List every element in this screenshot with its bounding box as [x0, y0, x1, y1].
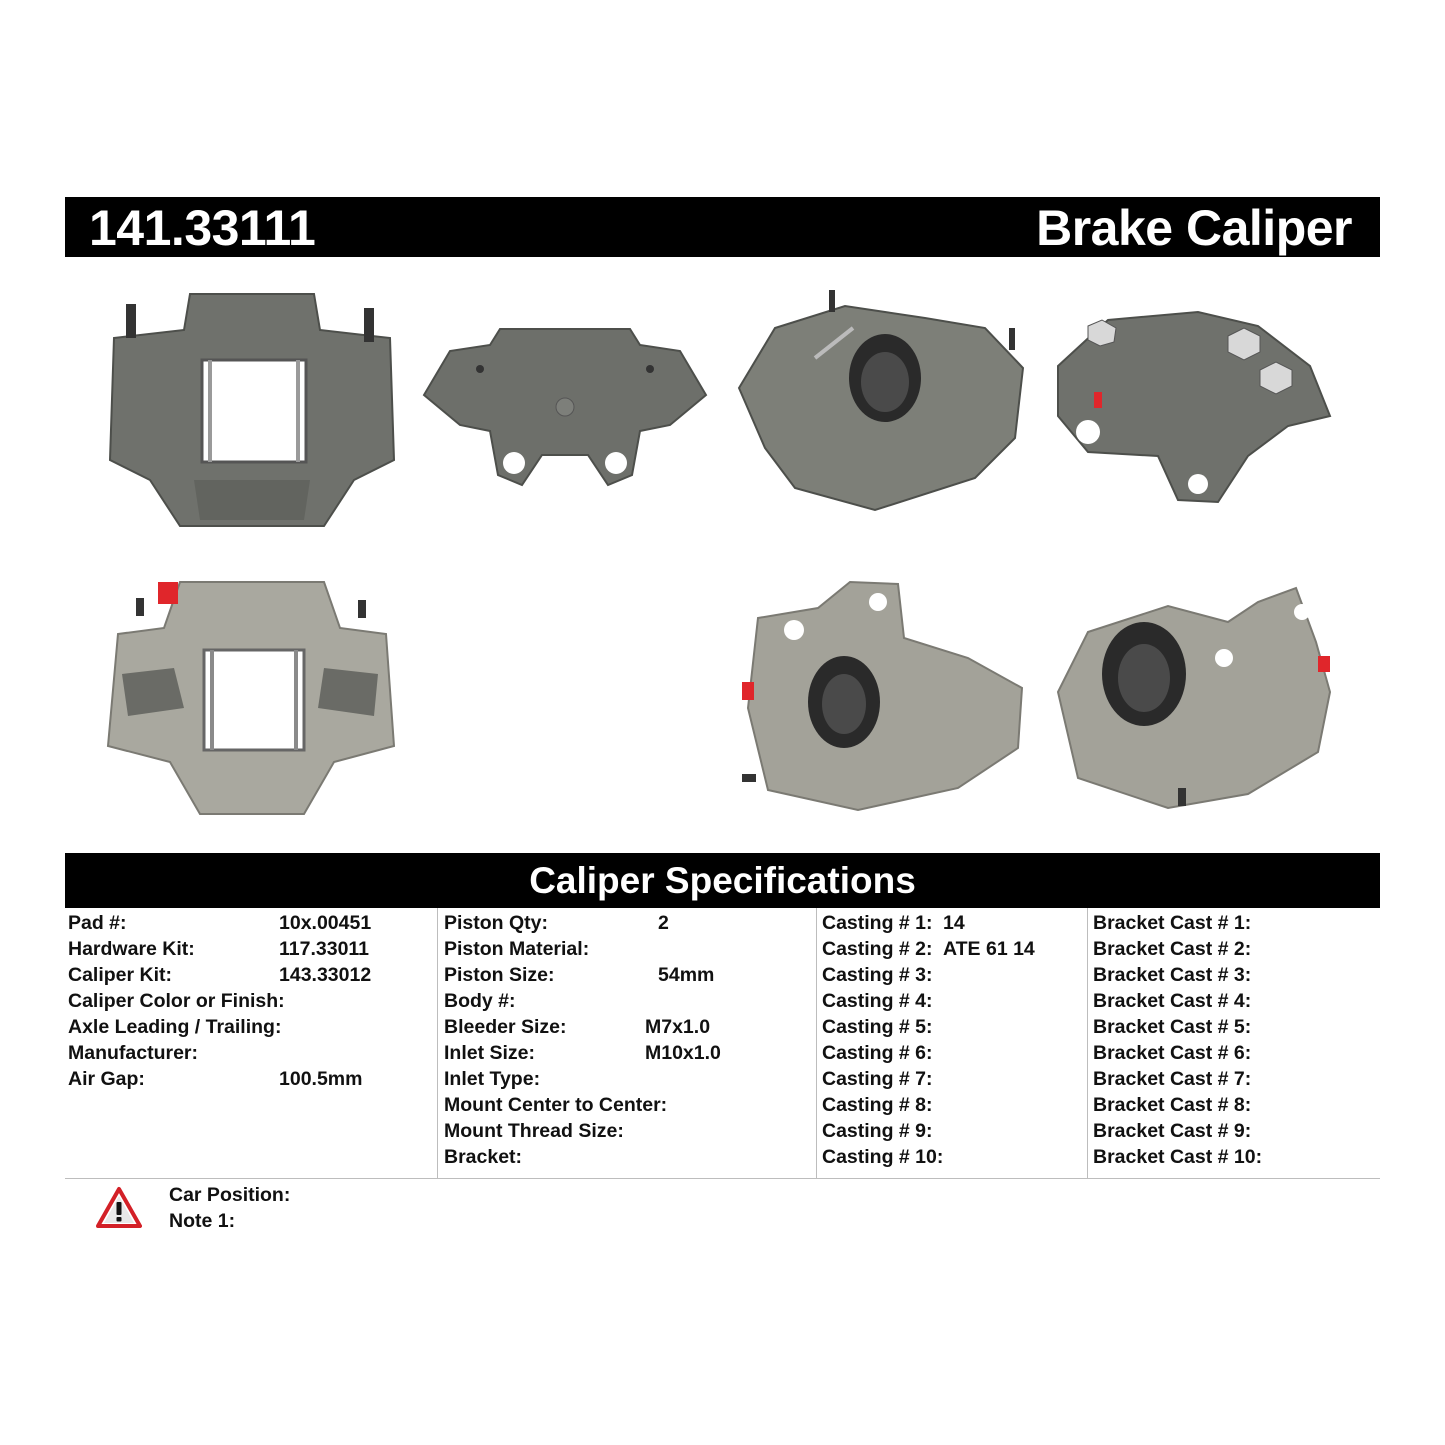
spec-value: 2 [658, 912, 669, 934]
notes-section [169, 1182, 290, 1234]
product-type: Brake Caliper [1036, 200, 1352, 256]
specs-column-general [68, 908, 436, 1178]
caliper-angle-view-2 [738, 578, 1028, 818]
spec-label: Piston Size: [444, 964, 555, 986]
spec-label: Mount Center to Center: [444, 1094, 668, 1116]
spec-label: Bracket Cast # 3: [1093, 964, 1252, 986]
spec-label: Inlet Size: [444, 1042, 536, 1064]
spec-label: Bracket: [444, 1146, 523, 1168]
spec-label: Bracket Cast # 4: [1093, 990, 1252, 1012]
spec-label: Bracket Cast # 7: [1093, 1068, 1252, 1090]
caliper-side-view-2 [1048, 582, 1338, 826]
caliper-rear-view [104, 578, 396, 818]
spec-value: 10x.00451 [279, 912, 372, 934]
spec-label: Axle Leading / Trailing: [68, 1016, 282, 1038]
spec-label: Hardware Kit: [68, 938, 195, 960]
spec-label: Mount Thread Size: [444, 1120, 624, 1142]
spec-label: Casting # 2: [822, 938, 933, 960]
spec-value: M7x1.0 [645, 1016, 711, 1038]
note-label: Note 1: [169, 1210, 236, 1232]
spec-label: Bleeder Size: [444, 1016, 567, 1038]
spec-label: Piston Material: [444, 938, 590, 960]
spec-label: Bracket Cast # 10: [1093, 1146, 1263, 1168]
caliper-side-view-1 [1048, 306, 1334, 504]
spec-label: Casting # 1: [822, 912, 933, 934]
spec-value: 14 [943, 912, 965, 934]
specs-column-bracket-cast [1093, 908, 1378, 1178]
spec-value: M10x1.0 [645, 1042, 721, 1064]
spec-label: Caliper Color or Finish: [68, 990, 285, 1012]
spec-value: 117.33011 [279, 938, 370, 960]
title-bar [65, 197, 1380, 257]
spec-label: Casting # 4: [822, 990, 933, 1012]
spec-label: Bracket Cast # 6: [1093, 1042, 1252, 1064]
note-row [169, 1182, 290, 1208]
spec-label: Casting # 5: [822, 1016, 933, 1038]
spec-label: Piston Qty: [444, 912, 549, 934]
specs-column-casting [822, 908, 1084, 1178]
column-divider [816, 908, 817, 1178]
specs-column-piston [444, 908, 814, 1178]
spec-value: 100.5mm [279, 1068, 363, 1090]
spec-label: Casting # 3: [822, 964, 933, 986]
spec-label: Caliper Kit: [68, 964, 173, 986]
spec-label: Inlet Type: [444, 1068, 541, 1090]
column-divider [1087, 908, 1088, 1178]
spec-label: Casting # 6: [822, 1042, 933, 1064]
note-label: Car Position: [169, 1184, 291, 1206]
caliper-angle-view-1 [735, 288, 1027, 514]
spec-label: Casting # 8: [822, 1094, 933, 1116]
spec-label: Casting # 7: [822, 1068, 933, 1090]
spec-label: Bracket Cast # 9: [1093, 1120, 1252, 1142]
spec-label: Casting # 10: [822, 1146, 944, 1168]
spec-label: Bracket Cast # 1: [1093, 912, 1252, 934]
part-number: 141.33111 [89, 200, 316, 256]
specs-header-bar [65, 853, 1380, 908]
spec-label: Bracket Cast # 2: [1093, 938, 1252, 960]
spec-label: Body #: [444, 990, 516, 1012]
spec-label: Manufacturer: [68, 1042, 199, 1064]
spec-label: Air Gap: [68, 1068, 145, 1090]
specs-bottom-rule [65, 1178, 1380, 1179]
spec-label: Casting # 9: [822, 1120, 933, 1142]
specs-title: Caliper Specifications [529, 860, 916, 901]
caliper-top-view [420, 325, 710, 487]
column-divider [437, 908, 438, 1178]
spec-value: ATE 61 14 [943, 938, 1035, 960]
spec-value: 54mm [658, 964, 715, 986]
caliper-front-view [104, 290, 400, 530]
spec-value: 143.33012 [279, 964, 372, 986]
spec-label: Bracket Cast # 8: [1093, 1094, 1252, 1116]
spec-label: Pad #: [68, 912, 127, 934]
warning-icon [96, 1186, 142, 1230]
spec-label: Bracket Cast # 5: [1093, 1016, 1252, 1038]
note-row [169, 1208, 290, 1234]
